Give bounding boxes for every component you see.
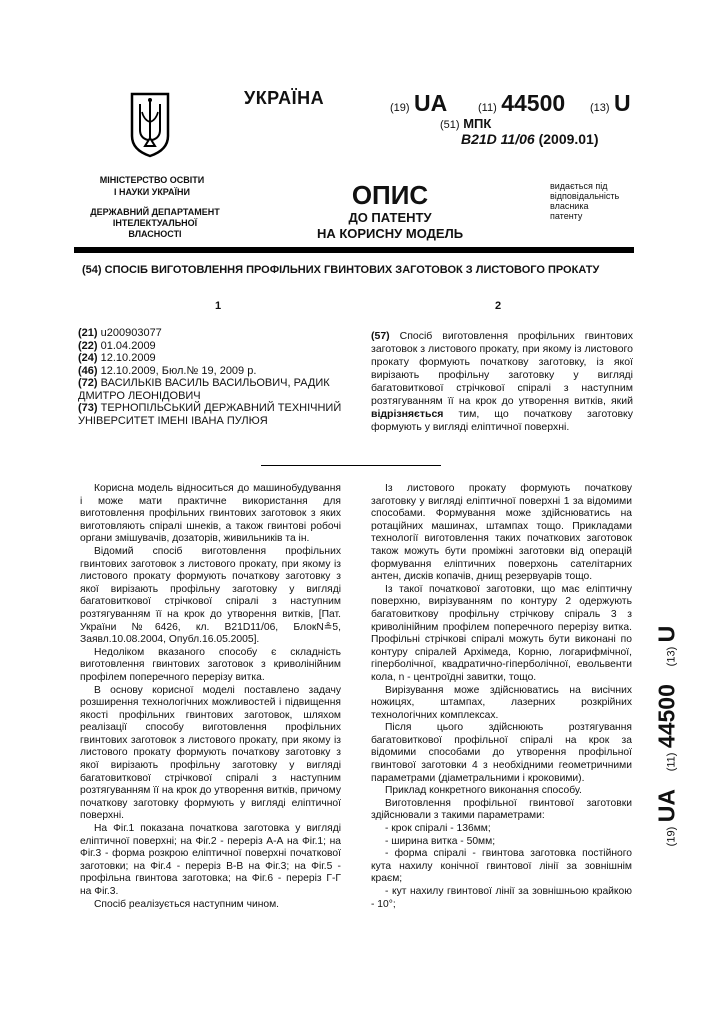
paragraph: Відомий спосіб виготовлення профільних гвинтових заготовок з листового прокату, при якому із листового прокату формують початкову заготовку з якої вирізають профільну заготовку у вигляді багатовиткової стрічкової спіралі з наступним розтягуванням її на крок до утворення витків, [Пат. України №6426, кл. B21D11/06, БлокN≗5, Заявл.10.08.2004, Опубл.16.05.2005]. <box>80 545 341 646</box>
paragraph: Виготовлення профільної гвинтової заготовки здійснювали з такими параметрами: <box>371 797 632 822</box>
biblio-73: (73) ТЕРНОПІЛЬСЬКИЙ ДЕРЖАВНИЙ ТЕХНІЧНИЙ УНІВЕРСИТЕТ ІМЕНІ ІВАНА ПУЛЮЯ <box>78 402 342 427</box>
biblio-46: (46) 12.10.2009, Бюл.№ 19, 2009 р. <box>78 364 257 377</box>
paragraph: Із листового прокату формують початкову заготовку у вигляді еліптичної поверхні 1 за відомими способами. Формування може здійснюватись на ротаційних машинах, штампах тощо. Прикладами технології виготовлення таких початкових заготовок також можуть бути проміжні заготовки від операцій формування еліптичних поверхонь сателітарних антен, дисків копачів, днищ резервуарів тощо. <box>371 483 632 583</box>
column-number-1: 1 <box>215 300 222 312</box>
kind-code: U <box>614 90 631 116</box>
biblio-21: (21) u200903077 <box>78 327 162 339</box>
doc-type: ОПИС <box>351 180 429 210</box>
biblio-24: (24) 12.10.2009 <box>78 352 156 364</box>
header-rule <box>74 247 634 253</box>
paragraph: - форма спіралі - гвинтова заготовка постійного кута нахилу конічної гвинтової лінії за зовнішнім краєм; <box>371 848 632 885</box>
ministry-name: МІНІСТЕРСТВО ОСВІТИ І НАУКИ УКРАЇНИ <box>99 175 205 197</box>
issued-note: видається під відповідальність власника патенту <box>550 181 620 221</box>
country-name: УКРАЇНА <box>244 88 325 108</box>
kind-code-field: (13) U <box>590 90 631 116</box>
mpk-label: (51) МПК <box>440 116 492 131</box>
trident-icon <box>128 92 172 158</box>
description-column-2 <box>371 483 632 911</box>
bibliographic-data <box>78 327 346 427</box>
biblio-22: (22) 01.04.2009 <box>78 339 156 352</box>
side-patent-id: (19) UA (11) 44500 (13) U <box>653 625 680 847</box>
invention-title: (54) СПОСІБ ВИГОТОВЛЕННЯ ПРОФІЛЬНИХ ГВИНТОВИХ ЗАГОТОВОК З ЛИСТОВОГО ПРОКАТУ <box>82 264 600 276</box>
paragraph: Вирізування може здійснюватись на висічних ножицях, штампах, лазерних розкрійних технологічних комплексах. <box>371 684 632 721</box>
paragraph: Приклад конкретного виконання способу. <box>385 785 582 797</box>
paragraph: Недоліком вказаного способу є складність виготовлення гвинтових заготовок з криволінійним профілем поперечного перерізу витка. <box>80 646 341 683</box>
paragraph: На Фіг.1 показана початкова заготовка у вигляді еліптичної поверхні; на Фіг.2 - переріз А-А на Фіг.1; на Фіг.3 - форма розкрою еліптичної поверхні початкової заготовки; на Фіг.4 - переріз В-В на Фіг.3; на Фіг.5 - профільна гвинтова заготовка; на Фіг.6 - переріз Г-Г на Фіг.3. <box>80 823 341 897</box>
paragraph: - ширина витка - 50мм; <box>385 835 496 847</box>
paragraph: В основу корисної моделі поставлено задачу розширення технологічних можливостей і підвищення якості профільних гвинтових заготовок, шляхом реалізації способу виготовлення профільних гвинтових заготовок з листового прокату, при якому із листового прокату формують початкову заготовку з якої вирізають профільну заготовку у вигляді багатовиткової стрічкової спіралі з наступним розтягуванням її на крок до утворення витків, причому початкову заготовку формують у вигляді еліптичної поверхні. <box>80 684 341 822</box>
country-code: UA <box>414 90 448 116</box>
department-name: ДЕРЖАВНИЙ ДЕПАРТАМЕНТ ІНТЕЛЕКТУАЛЬНОЇ ВЛАСНОСТІ <box>90 207 220 239</box>
paragraph: Спосіб реалізується наступним чином. <box>94 898 280 910</box>
description-column-1 <box>80 483 341 911</box>
column-number-2: 2 <box>495 300 502 312</box>
paragraph: - крок спіралі - 136мм; <box>385 823 491 835</box>
ipc-class: B21D 11/06 (2009.01) <box>461 131 599 147</box>
patent-number-field: (11) 44500 <box>478 90 566 116</box>
section-separator <box>261 465 441 466</box>
country-code-field: (19) UA <box>390 90 448 116</box>
paragraph: - кут нахилу гвинтової лінії за зовнішньою крайкою - 10°; <box>371 886 632 910</box>
paragraph: Після цього здійснюють розтягування багатовиткової профільної спіралі на крок за відомими способами до утворення профільної гвинтової заготовки 4 з необхідними геометричними параметрами (діаметральними і кроковими). <box>371 722 632 784</box>
biblio-72: (72) ВАСИЛЬКІВ ВАСИЛЬ ВАСИЛЬОВИЧ, РАДИК ДМИТРО ЛЕОНІДОВИЧ <box>78 377 330 402</box>
patent-number: 44500 <box>501 90 566 116</box>
doc-subtitle: ДО ПАТЕНТУ НА КОРИСНУ МОДЕЛЬ <box>316 210 464 241</box>
paragraph: Корисна модель відноситься до машинобудування і може мати практичне використання для виготовлення профільних гвинтових заготовок з яких виготовляють спіралі шнеків, а також гвинтові робочі органи змішувачів, дозаторів, живильників та ін. <box>80 483 341 545</box>
claim-text: (57) Спосіб виготовлення профільних гвинтових заготовок з листового прокату, при якому із листового прокату формують початкову заготовку, із якої вирізають профільну заготовку у вигляді багатовиткової стрічкової спіралі з наступним розтягуванням її на крок до утворення витків, який відрізняється тим, що початкову заготовку формують у вигляді еліптичної поверхні. <box>371 330 633 433</box>
paragraph: Із такої початкової заготовки, що має еліптичну поверхню, вирізуванням по контуру 2 одержують багатовиткову профільну стрічкову спіраль 3 з криволінійним профілем поперечного перерізу витка. Профільні стрічкові спіралі можуть бути виконані по контуру спіралей Архімеда, Корню, логарифмічної, гіперболічної, квадратично-гіперболічної, евольвенти кола, n - центроїдні завитки, тощо. <box>371 583 632 683</box>
